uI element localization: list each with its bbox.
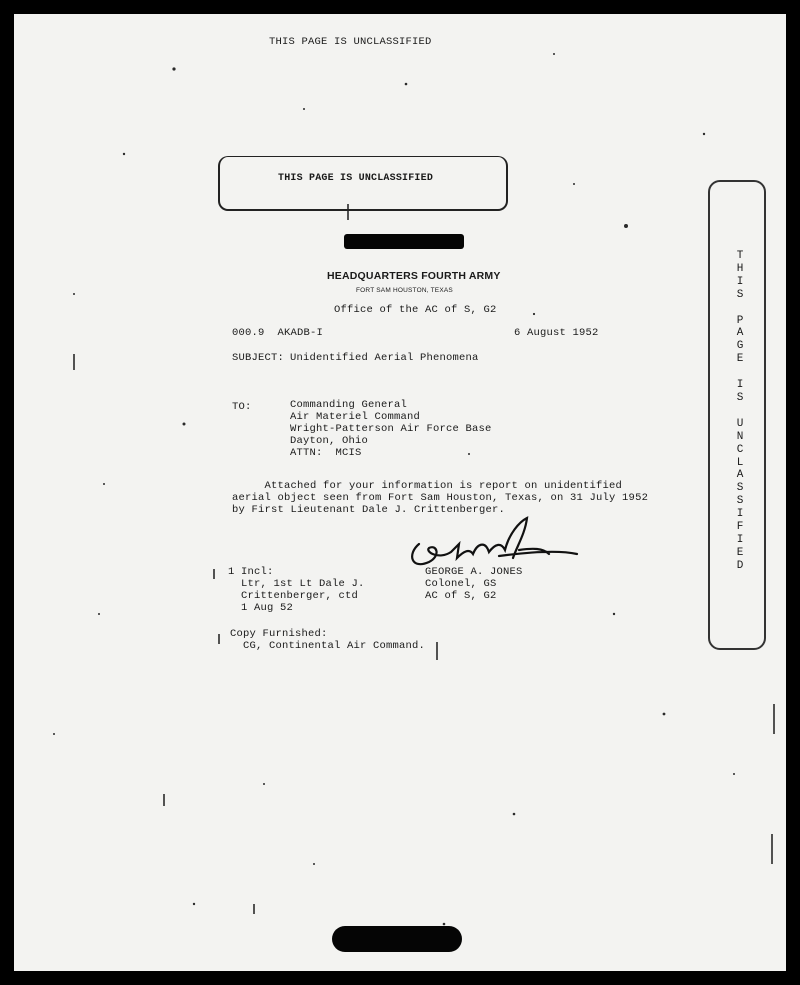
signatory-rank: Colonel, GS <box>425 578 497 590</box>
redaction-blot <box>332 926 462 952</box>
signatory-title: AC of S, G2 <box>425 590 497 602</box>
body-line: by First Lieutenant Dale J. Crittenberger. <box>232 504 506 516</box>
side-classification-stamp: T H I S P A G E I S U N C L A S S I F I E D <box>736 250 744 572</box>
signatory-name: GEORGE A. JONES <box>425 566 523 578</box>
letterhead-title: HEADQUARTERS FOURTH ARMY <box>327 270 501 282</box>
document-page <box>14 14 786 971</box>
enclosure-line: Ltr, 1st Lt Dale J. <box>228 578 365 590</box>
letterhead-location: FORT SAM HOUSTON, TEXAS <box>356 287 453 294</box>
subject-label: SUBJECT: <box>232 352 285 364</box>
addressee-line: ATTN: MCIS <box>290 447 362 459</box>
letter-date: 6 August 1952 <box>514 327 599 339</box>
addressee-line: Air Materiel Command <box>290 411 421 423</box>
boxed-classification-text: THIS PAGE IS UNCLASSIFIED <box>278 173 434 184</box>
enclosure-line: 1 Incl: <box>228 566 274 578</box>
addressee-line: Wright-Patterson Air Force Base <box>290 423 492 435</box>
redaction-bar <box>344 234 464 249</box>
enclosure-line: 1 Aug 52 <box>228 602 294 614</box>
copy-furnished-recipient: CG, Continental Air Command. <box>230 640 426 652</box>
addressee-line: Dayton, Ohio <box>290 435 369 447</box>
to-label: TO: <box>232 401 252 413</box>
addressee-line: Commanding General <box>290 399 408 411</box>
subject-text: Unidentified Aerial Phenomena <box>290 352 479 364</box>
letterhead-office: Office of the AC of S, G2 <box>334 304 497 316</box>
file-reference: 000.9 AKADB-I <box>232 327 324 339</box>
body-line: Attached for your information is report on unidentified <box>232 480 623 492</box>
enclosure-line: Crittenberger, ctd <box>228 590 359 602</box>
copy-furnished-label: Copy Furnished: <box>230 628 328 640</box>
top-classification-stamp: THIS PAGE IS UNCLASSIFIED <box>269 36 432 48</box>
body-line: aerial object seen from Fort Sam Houston, Texas, on 31 July 1952 <box>232 492 649 504</box>
